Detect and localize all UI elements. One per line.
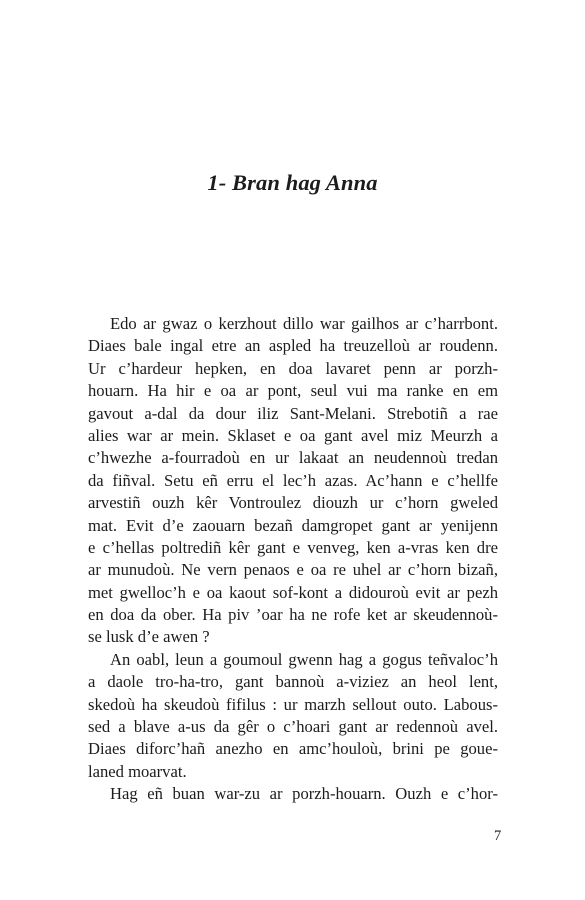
text-line: Ur c’hardeur hepken, en doa lavaret penn ar porzh-	[88, 358, 498, 378]
text-line: laned moarvat.	[88, 761, 187, 781]
text-line: e c’hellas poltrediñ kêr gant e venveg, ken a-vras ken dre	[88, 537, 498, 557]
text-line: houarn. Ha hir e oa ar pont, seul vui ma ranke en em	[88, 381, 498, 401]
text-line: skedoù ha skeudoù fifilus : ur marzh sellout outo. Labous-	[88, 694, 498, 714]
text-line: An oabl, leun a goumoul gwenn hag a gogus teñvaloc’h	[110, 649, 498, 669]
text-line: c’hwezhe a-fourradoù en ur lakaat an neudennoù tredan	[88, 448, 498, 468]
text-line: da fiñval. Setu eñ erru el lec’h azas. Ac’hann e c’hellfe	[88, 470, 498, 490]
body-text	[88, 313, 498, 806]
page-number: 7	[494, 828, 502, 844]
text-line: se lusk d’e awen ?	[88, 627, 210, 647]
text-line: met gwelloc’h e oa kaout sof-kont a didouroù evit ar pezh	[88, 582, 498, 602]
text-line: arvestiñ ouzh kêr Vontroulez diouzh ur c’horn gweled	[88, 493, 498, 513]
text-line: a daole tro-ha-tro, gant bannoù a-viziez an heol lent,	[88, 672, 498, 692]
text-line: Hag eñ buan war-zu ar porzh-houarn. Ouzh e c’hor-	[110, 784, 498, 804]
text-line: Edo ar gwaz o kerzhout dillo war gailhos ar c’harrbont.	[110, 314, 498, 333]
text-line: Diaes bale ingal etre an aspled ha treuzelloù ar roudenn.	[88, 336, 498, 356]
text-line: ar munudoù. Ne vern penaos e oa re uhel ar c’horn bizañ,	[88, 560, 498, 580]
text-line: alies war ar mein. Sklaset e oa gant avel miz Meurzh a	[88, 425, 498, 445]
text-line: sed a blave a-us da gêr o c’hoari gant ar redennoù avel.	[88, 717, 498, 737]
text-line: Diaes diforc’hañ anezho en amc’houloù, brini pe goue-	[88, 739, 498, 759]
chapter-title: 1- Bran hag Anna	[207, 170, 378, 195]
text-line: gavout a-dal da dour iliz Sant-Melani. Strebotiñ a rae	[88, 403, 498, 423]
text-line: mat. Evit d’e zaouarn bezañ damgropet gant ar yenijenn	[88, 515, 498, 535]
text-line: en doa da ober. Ha piv ’oar ha ne rofe ket ar skeudennoù-	[88, 605, 498, 625]
